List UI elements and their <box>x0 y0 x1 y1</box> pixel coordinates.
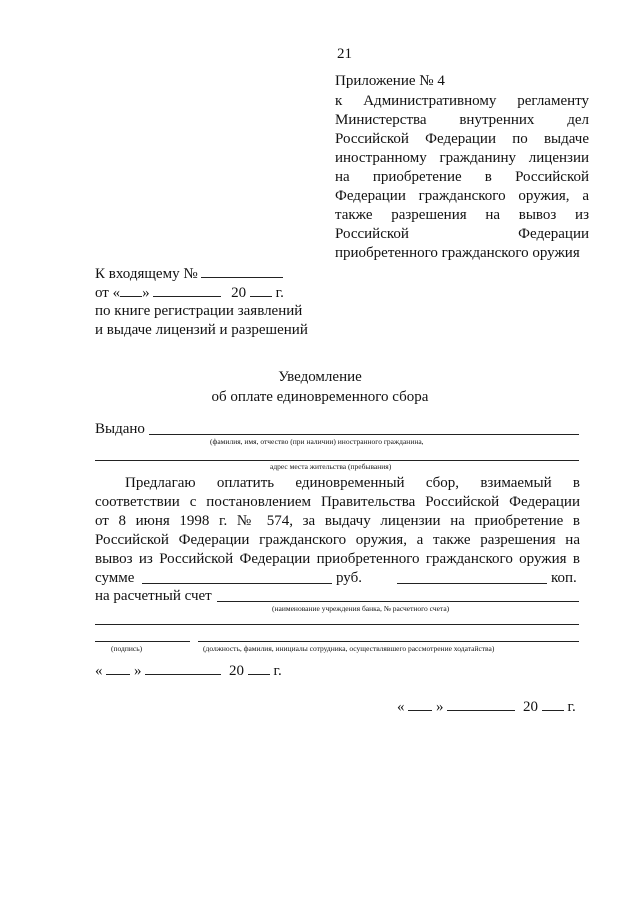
appendix-line: Федерации гражданского оружия, а <box>335 188 589 204</box>
incoming-issue-line: и выдаче лицензий и разрешений <box>95 322 308 338</box>
incoming-number-line <box>95 264 283 283</box>
account-line-2 <box>95 624 579 625</box>
page-number: 21 <box>337 46 352 62</box>
body-line: от 8 июня 1998 г. № 574, за выдачу лицензии на приобретение в <box>95 513 580 529</box>
appendix-line: Российской Федерации по выдаче <box>335 131 589 147</box>
official-line <box>198 641 579 642</box>
account-line <box>217 601 579 602</box>
incoming-date-close: » <box>142 285 150 301</box>
issued-name-line <box>149 434 579 435</box>
body-line: соответствии с постановлением Правительства Российской Федерации <box>95 494 580 510</box>
notice-subtitle: об оплате единовременного сбора <box>211 389 429 405</box>
official-caption: (должность, фамилия, инициалы сотрудника, осуществлявшего рассмотрение ходатайства) <box>203 644 495 653</box>
appendix-last-line: приобретенного гражданского оружия <box>335 245 580 261</box>
sum-kop-blank <box>397 583 547 584</box>
date-left-year-prefix: 20 <box>229 663 244 679</box>
appendix-line: на приобретение в Российской <box>335 169 589 185</box>
date-right-year-prefix: 20 <box>523 699 538 715</box>
date-right-year-blank <box>542 697 564 711</box>
incoming-number-blank <box>201 264 283 278</box>
date-left <box>95 661 282 680</box>
appendix-line: к Административному регламенту <box>335 93 589 109</box>
date-right-month-blank <box>447 697 515 711</box>
incoming-book-line: по книге регистрации заявлений <box>95 303 303 319</box>
date-right-day-blank <box>408 697 432 711</box>
sum-label: сумме <box>95 570 135 586</box>
incoming-date-open: от « <box>95 285 121 301</box>
incoming-year-prefix: 20 <box>231 285 247 301</box>
body-line: Предлагаю оплатить единовременный сбор, взимаемый в <box>125 475 580 491</box>
sum-kop-label: коп. <box>551 570 577 586</box>
date-right-close: » <box>436 699 444 715</box>
date-right-open: « <box>397 699 405 715</box>
issued-name-caption: (фамилия, имя, отчество (при наличии) иностранного гражданина, <box>210 437 424 446</box>
signature-line <box>95 641 190 642</box>
incoming-day-blank <box>120 283 142 297</box>
date-left-year-blank <box>248 661 270 675</box>
incoming-year-blank <box>250 283 272 297</box>
appendix-line: иностранному гражданину лицензии <box>335 150 589 166</box>
date-right-suffix: г. <box>567 699 576 715</box>
issued-address-line <box>95 460 579 461</box>
incoming-month-blank <box>153 283 221 297</box>
date-left-open: « <box>95 663 103 679</box>
appendix-line: также разрешения на вывоз из <box>335 207 589 223</box>
account-caption: (наименование учреждения банка, № расчетного счета) <box>272 604 450 613</box>
date-left-day-blank <box>106 661 130 675</box>
signature-caption: (подпись) <box>111 644 143 653</box>
appendix-title: Приложение № 4 <box>335 73 445 89</box>
incoming-number-label: К входящему № <box>95 266 198 282</box>
sum-rub-label: руб. <box>336 570 362 586</box>
appendix-line: Российской Федерации <box>335 226 589 242</box>
date-left-month-blank <box>145 661 221 675</box>
incoming-year-suffix: г. <box>275 285 284 301</box>
account-label: на расчетный счет <box>95 588 212 604</box>
sum-rub-blank <box>142 583 332 584</box>
notice-title: Уведомление <box>278 369 362 385</box>
incoming-date-line <box>95 283 284 302</box>
date-left-close: » <box>134 663 142 679</box>
body-line: вывоз из Российской Федерации приобретенного гражданского оружия в <box>95 551 580 567</box>
date-left-suffix: г. <box>273 663 282 679</box>
date-right <box>397 697 576 716</box>
issued-label: Выдано <box>95 421 145 437</box>
issued-address-caption: адрес места жительства (пребывания) <box>270 462 392 471</box>
body-line: Российской Федерации гражданского оружия, а также разрешения на <box>95 532 580 548</box>
appendix-line: Министерства внутренних дел <box>335 112 589 128</box>
